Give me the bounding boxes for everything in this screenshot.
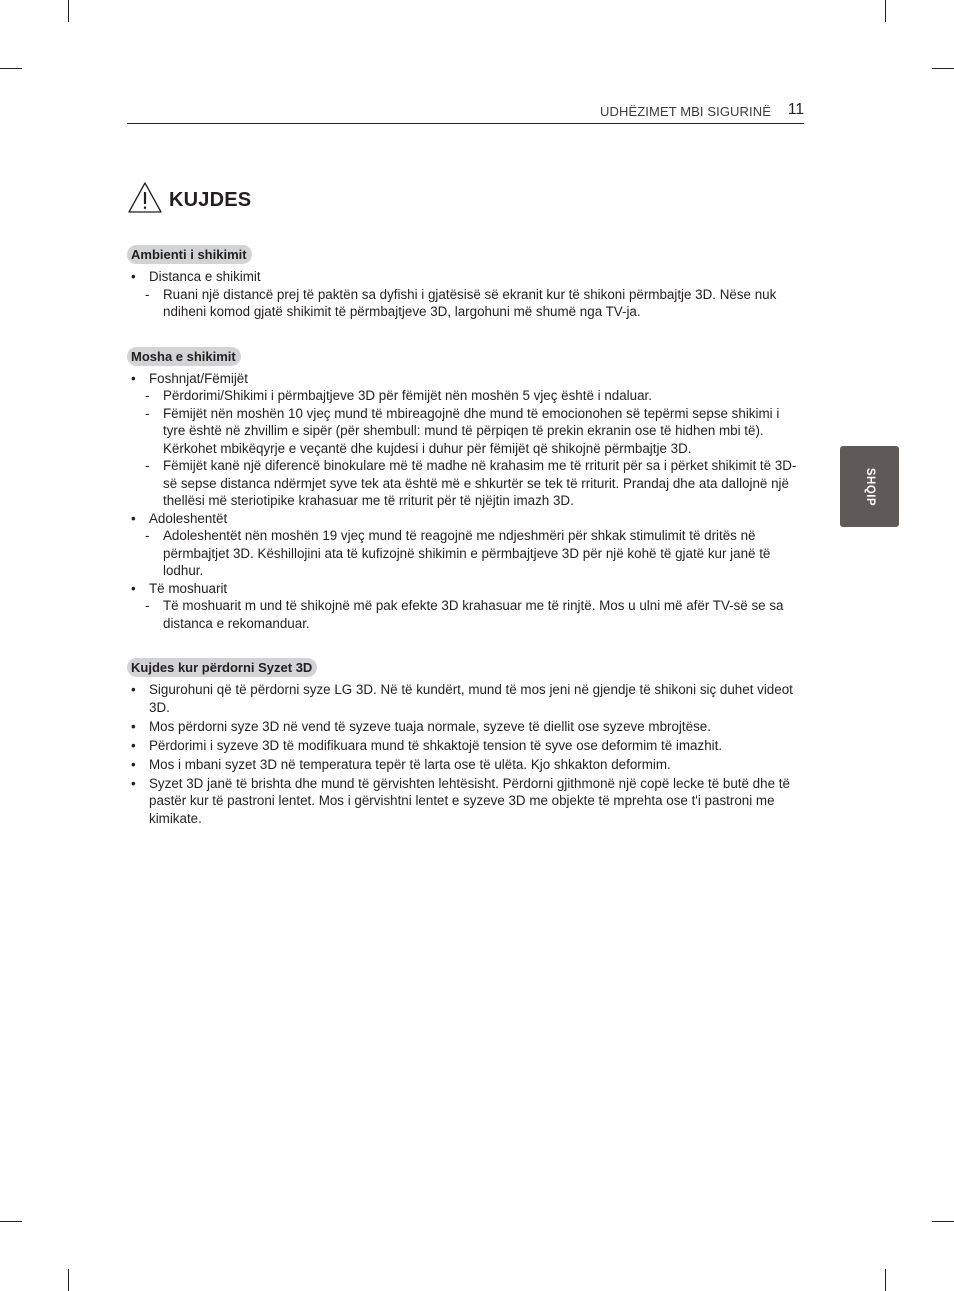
bullet-list (127, 370, 799, 633)
crop-mark (885, 0, 886, 22)
caution-heading (127, 174, 251, 214)
list-item (127, 580, 799, 633)
crop-mark (68, 0, 69, 22)
section-heading: Kujdes kur përdorni Syzet 3D (127, 658, 317, 677)
list-item (127, 510, 799, 580)
section-3d-glasses-caution (127, 658, 799, 827)
header-title: UDHËZIMET MBI SIGURINË (600, 104, 771, 119)
sub-list (127, 387, 799, 510)
crop-mark (932, 68, 954, 69)
list-item: • Mos i mbani syzet 3D në temperatura tepër të larta ose të ulëta. Kjo shkakton deformim. (127, 756, 799, 774)
page-number: 11 (787, 101, 804, 118)
sub-list-item: - Fëmijët nën moshën 10 vjeç mund të mbireagojnë dhe mund të emocionohen së tepërmi sepse shikimi i tyre është në zhvillim e sipër (për shembull: mund të përpiqen të prekin ekranin ose të hidhen mbi të). Kërkohet mbikëqyrje e veçantë dhe kujdesi i duhur për fëmijët që shikojnë përmbajtje 3D. (127, 405, 799, 458)
sub-list-item: - Të moshuarit m und të shikojnë më pak efekte 3D krahasuar me të rinjtë. Mos u ulni më afër TV-së se sa distanca e rekomanduar. (127, 597, 799, 632)
sub-list (127, 286, 799, 321)
list-item (127, 268, 799, 321)
crop-mark (0, 68, 22, 69)
sub-list-item: - Adoleshentët nën moshën 19 vjeç mund të reagojnë me ndjeshmëri për shkak stimulimit të dritës në përmbajtjet 3D. Këshillojini ata të kufizojnë shikimin e përmbajtjeve 3D për një kohë të gjatë kur janë të lodhur. (127, 527, 799, 580)
list-item-text: Adoleshentët (149, 510, 228, 526)
sub-list (127, 597, 799, 632)
list-item: • Mos përdorni syze 3D në vend të syzeve tuaja normale, syzeve të diellit ose syzeve mbrojtëse. (127, 718, 799, 736)
sub-list-item: - Fëmijët kanë një diferencë binokulare më të madhe në krahasim me të rriturit për sa i përket shikimit të 3D-së sepse distanca ndërmjet syve tek ata është më e shkurtër se tek të rriturit. Prandaj dhe ata dallojnë një thellësi më steriotipike krahasuar me të rriturit për të njëjtin imazh 3D. (127, 457, 799, 510)
language-tab-label: SHQIP (863, 467, 876, 506)
bullet-list (127, 268, 799, 321)
list-item (127, 370, 799, 510)
main-content (127, 245, 799, 829)
list-item: • Përdorimi i syzeve 3D të modifikuara mund të shkaktojë tension të syve ose deformim të imazhit. (127, 737, 799, 755)
sub-list-item: - Përdorimi/Shikimi i përmbajtjeve 3D për fëmijët nën moshën 5 vjeç është i ndaluar. (127, 387, 799, 405)
list-item-text: Foshnjat/Fëmijët (149, 370, 248, 386)
section-heading: Ambienti i shikimit (127, 245, 252, 264)
sub-list-item: - Ruani një distancë prej të paktën sa dyfishi i gjatësisë së ekranit kur të shikoni përmbajtje 3D. Nëse nuk ndiheni komod gjatë shikimit të përmbajtjeve 3D, largohuni më shumë nga TV-ja. (127, 286, 799, 321)
crop-mark (68, 1269, 69, 1291)
section-viewing-environment (127, 245, 799, 321)
list-item-text: Distanca e shikimit (149, 269, 261, 284)
page-header (127, 99, 804, 124)
sub-list (127, 527, 799, 580)
crop-mark (0, 1221, 22, 1222)
list-item: • Syzet 3D janë të brishta dhe mund të gërvishten lehtësisht. Përdorni gjithmonë një copë lecke të butë dhe të pastër kur të pastroni lentet. Mos i gërvishtni lentet e syzeve 3D me objekte të mprehta ose t'i pastroni me kimikate. (127, 775, 799, 828)
warning-triangle-icon (127, 181, 163, 214)
section-viewing-age (127, 347, 799, 633)
language-tab (840, 446, 899, 527)
list-item: • Sigurohuni që të përdorni syze LG 3D. Në të kundërt, mund të mos jeni në gjendje të shikoni siç duhet videot 3D. (127, 681, 799, 716)
crop-mark (932, 1221, 954, 1222)
bullet-list (127, 681, 799, 827)
list-item-text: Të moshuarit (149, 580, 228, 596)
caution-title: KUJDES (169, 189, 252, 211)
crop-mark (885, 1269, 886, 1291)
section-heading: Mosha e shikimit (127, 347, 241, 366)
